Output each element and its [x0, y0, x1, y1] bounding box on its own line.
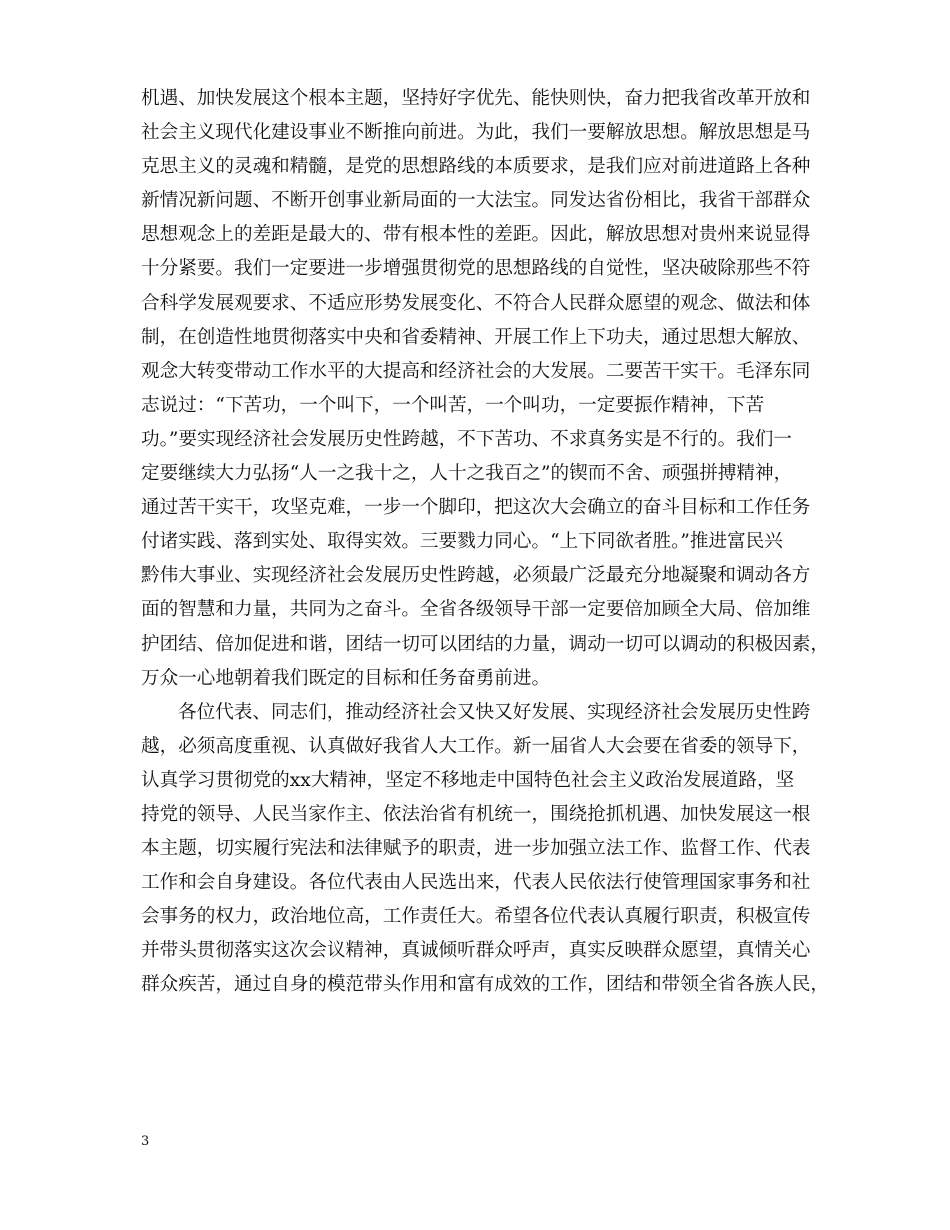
text-line: 黔伟大事业、实现经济社会发展历史性跨越，必须最广泛最充分地凝聚和调动各方 — [141, 565, 811, 587]
text-line: 观念大转变带动工作水平的大提高和经济社会的大发展。二要苦干实干。毛泽东同 — [141, 360, 811, 382]
text-line: 持党的领导、人民当家作主、依法治省有机统一，围绕抢抓机遇、加快发展这一根 — [141, 803, 811, 825]
text-line: 认真学习贯彻党的xx大精神，坚定不移地走中国特色社会主义政治发展道路，坚 — [141, 769, 795, 791]
text-line: 越，必须高度重视、认真做好我省人大工作。新一届省人大会要在省委的领导下， — [141, 735, 811, 757]
text-line: 工作和会自身建设。各位代表由人民选出来，代表人民依法行使管理国家事务和社 — [141, 872, 811, 894]
text-line: 功。”要实现经济社会发展历史性跨越，不下苦功、不求真务实是不行的。我们一 — [141, 428, 792, 450]
text-line: 思想观念上的差距是最大的、带有根本性的差距。因此，解放思想对贵州来说显得 — [141, 224, 811, 246]
text-line: 各位代表、同志们，推动经济社会又快又好发展、实现经济社会发展历史性跨 — [178, 701, 811, 723]
text-line: 合科学发展观要求、不适应形势发展变化、不符合人民群众愿望的观念、做法和体 — [141, 292, 811, 314]
text-line: 定要继续大力弘扬“人一之我十之，人十之我百之”的锲而不舍、顽强拼搏精神， — [141, 463, 793, 485]
text-line: 本主题，切实履行宪法和法律赋予的职责，进一步加强立法工作、监督工作、代表 — [141, 838, 811, 860]
text-line: 付诸实践、落到实处、取得实效。三要戮力同心。“上下同欲者胜。”推进富民兴 — [141, 531, 783, 553]
text-line: 面的智慧和力量，共同为之奋斗。全省各级领导干部一定要倍加顾全大局、倍加维 — [141, 599, 811, 621]
text-line: 新情况新问题、不断开创事业新局面的一大法宝。同发达省份相比，我省干部群众 — [141, 190, 811, 212]
text-line: 志说过：“下苦功，一个叫下，一个叫苦，一个叫功，一定要振作精神，下苦 — [141, 394, 765, 416]
text-line: 通过苦干实干，攻坚克难，一步一个脚印，把这次大会确立的奋斗目标和工作任务 — [141, 497, 811, 519]
text-line: 克思主义的灵魂和精髓，是党的思想路线的本质要求，是我们应对前进道路上各种 — [141, 156, 811, 178]
text-line: 万众一心地朝着我们既定的目标和任务奋勇前进。 — [141, 667, 551, 689]
paragraph — [141, 82, 831, 696]
text-line: 群众疾苦，通过自身的模范带头作用和富有成效的工作，团结和带领全省各族人民， — [141, 974, 829, 996]
text-line: 社会主义现代化建设事业不断推向前进。为此，我们一要解放思想。解放思想是马 — [141, 122, 811, 144]
text-line: 制，在创造性地贯彻落实中央和省委精神、开展工作上下功夫，通过思想大解放、 — [141, 326, 811, 348]
text-line: 护团结、倍加促进和谐，团结一切可以团结的力量，调动一切可以调动的积极因素， — [141, 633, 829, 655]
text-line: 并带头贯彻落实这次会议精神，真诚倾听群众呼声，真实反映群众愿望，真情关心 — [141, 940, 811, 962]
paragraph — [141, 696, 831, 1003]
page-number: 3 — [141, 1134, 150, 1149]
text-line: 会事务的权力，政治地位高，工作责任大。希望各位代表认真履行职责，积极宣传 — [141, 906, 811, 928]
text-line: 机遇、加快发展这个根本主题，坚持好字优先、能快则快，奋力把我省改革开放和 — [141, 88, 811, 109]
body-text — [141, 82, 831, 1003]
text-line: 十分紧要。我们一定要进一步增强贯彻党的思想路线的自觉性，坚决破除那些不符 — [141, 258, 811, 280]
